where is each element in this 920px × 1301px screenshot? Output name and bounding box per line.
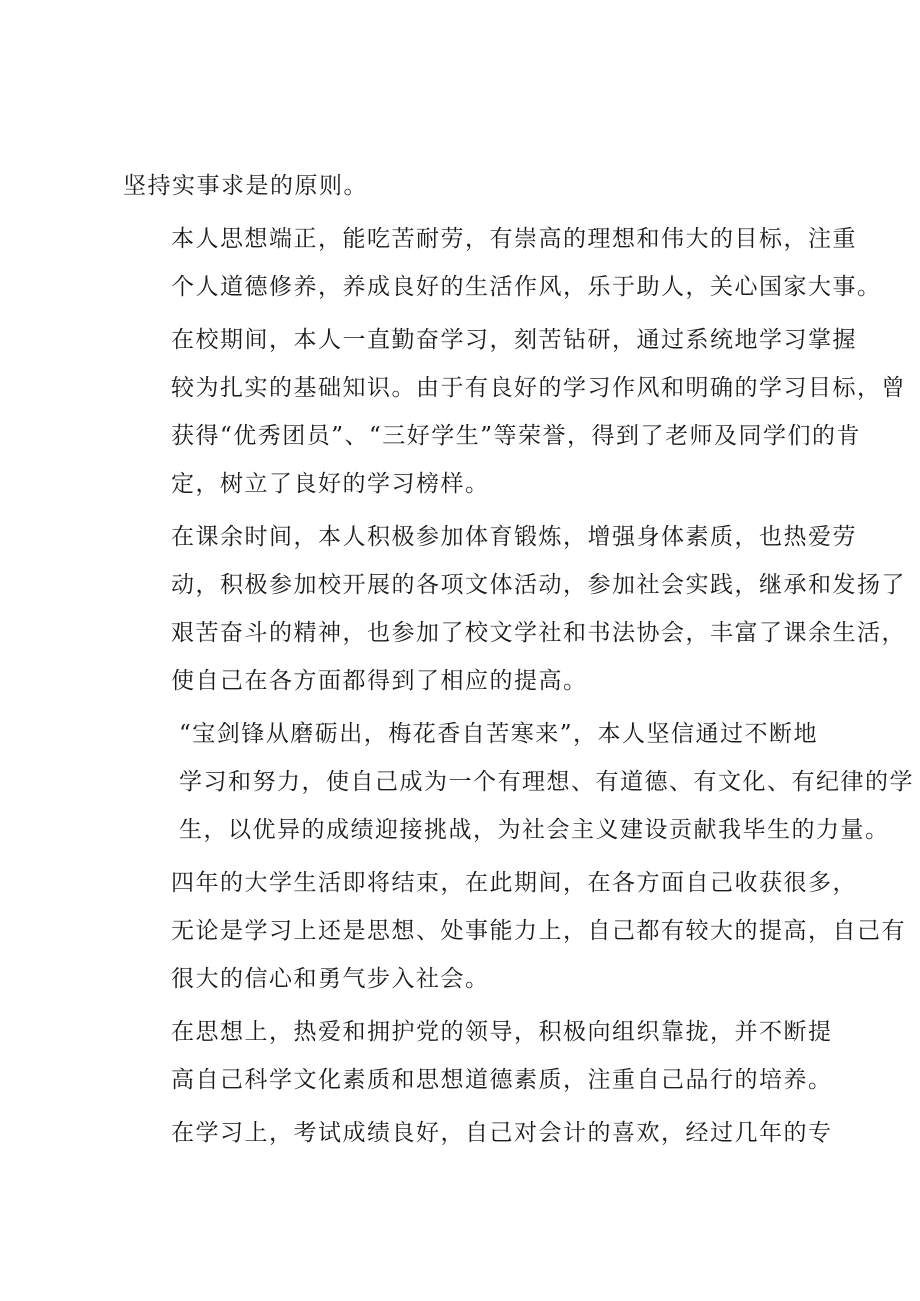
- text-line: 在思想上，热爱和拥护党的领导，积极向组织靠拢，并不断提: [171, 1019, 833, 1045]
- text-line: 较为扎实的基础知识。由于有良好的学习作风和明确的学习目标，曾: [171, 375, 906, 401]
- document-body: [123, 162, 914, 1162]
- text-line: 很大的信心和勇气步入社会。: [171, 966, 490, 992]
- text-line: 四年的大学生活即将结束，在此期间，在各方面自己收获很多，: [171, 870, 857, 896]
- paragraph-ideology: [123, 1008, 833, 1104]
- paragraph-principle: [123, 162, 829, 210]
- text-line: 学习和努力，使自己成为一个有理想、有道德、有文化、有纪律的学: [179, 769, 914, 795]
- paragraph-study: [123, 1109, 833, 1157]
- paragraph-four-years: [123, 859, 906, 1003]
- paragraph-extracurricular: [123, 513, 906, 705]
- text-line: 高自己科学文化素质和思想道德素质，注重自己品行的培养。: [171, 1067, 833, 1093]
- text-line: 定，树立了良好的学习榜样。: [171, 471, 490, 497]
- text-line: 本人思想端正，能吃苦耐劳，有崇高的理想和伟大的目标，注重: [171, 226, 857, 252]
- text-line: 个人道德修养，养成良好的生活作风，乐于助人，关心国家大事。: [171, 274, 882, 300]
- paragraph-character: [123, 215, 882, 311]
- text-line: 在校期间，本人一直勤奋学习，刻苦钻研，通过系统地学习掌握: [171, 327, 857, 353]
- text-line: “宝剑锋从磨砺出，梅花香自苦寒来”，本人坚信通过不断地: [179, 721, 819, 747]
- text-line: 使自己在各方面都得到了相应的提高。: [171, 668, 588, 694]
- text-line: 坚持实事求是的原则。: [123, 173, 368, 199]
- text-line: 无论是学习上还是思想、处事能力上，自己都有较大的提高，自己有: [171, 918, 906, 944]
- text-line: 动，积极参加校开展的各项文体活动，参加社会实践，继承和发扬了: [171, 572, 906, 598]
- paragraph-quote: [123, 710, 914, 854]
- text-line: 在课余时间，本人积极参加体育锻炼，增强身体素质，也热爱劳: [171, 524, 857, 550]
- paragraph-school-study: [123, 316, 906, 508]
- text-line: 获得“优秀团员”、“三好学生”等荣誉，得到了老师及同学们的肯: [171, 423, 862, 449]
- text-line: 生，以优异的成绩迎接挑战，为社会主义建设贡献我毕生的力量。: [179, 817, 890, 843]
- text-line: 艰苦奋斗的精神，也参加了校文学社和书法协会，丰富了课余生活，: [171, 620, 906, 646]
- text-line: 在学习上，考试成绩良好，自己对会计的喜欢，经过几年的专: [171, 1120, 833, 1146]
